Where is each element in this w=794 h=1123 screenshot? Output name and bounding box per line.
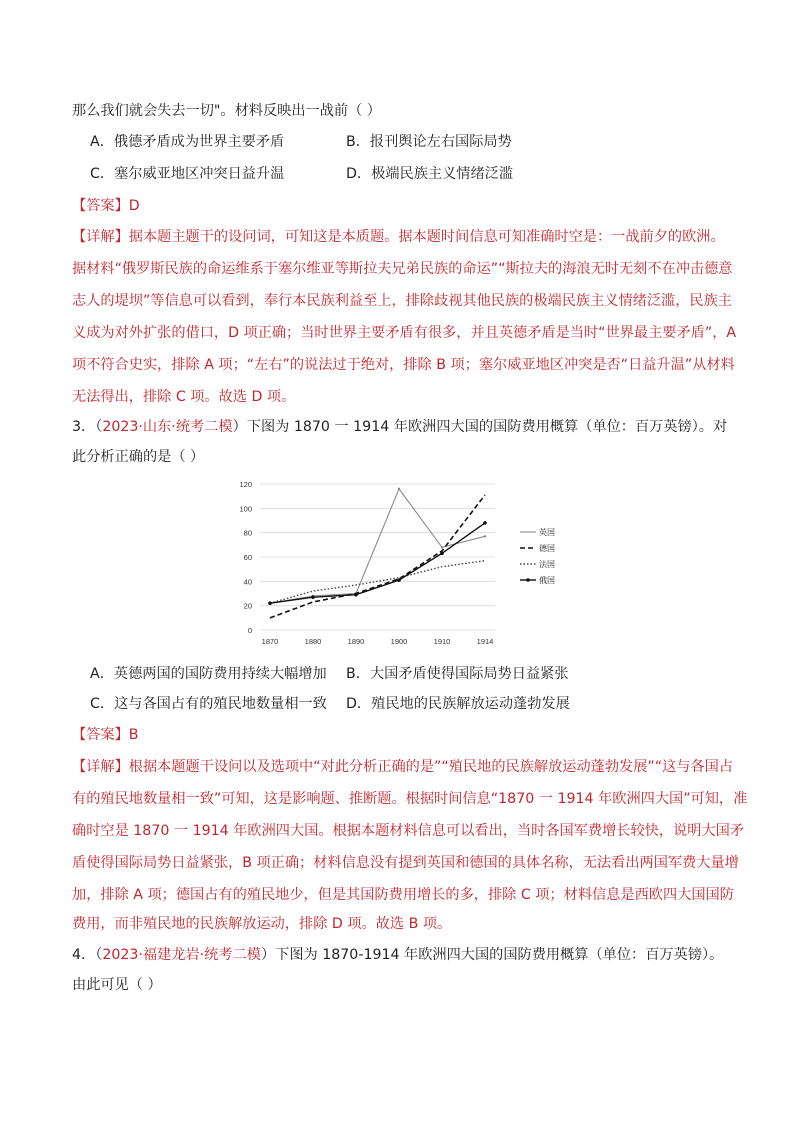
y-tick-label: 60 (243, 553, 252, 562)
data-point (484, 535, 486, 537)
q3-option-c: C．这与各国占有的殖民地数量相一致 (90, 696, 327, 712)
y-tick-label: 120 (239, 480, 252, 489)
x-tick-label: 1910 (433, 637, 451, 646)
q2-detail-line-1: 【详解】据本题主题干的设问词，可知这是本质题。据本题时间信息可知准确时空是：一战前夕的欧洲。 (72, 229, 725, 245)
q2-option-a: A．俄德矛盾成为世界主要矛盾 (90, 134, 285, 150)
data-point (398, 488, 400, 490)
q3-stem-line-1: 3．（2023·山东·统考二模）下图为 1870 一 1914 年欧洲四大国的国防费用概算（单位：百万英镑）。对 (72, 419, 728, 435)
x-tick-label: 1880 (304, 637, 322, 646)
data-point (483, 521, 487, 525)
q3-option-d: D．殖民地的民族解放运动蓬勃发展 (346, 696, 570, 712)
data-point (354, 593, 358, 597)
q3-detail-line-6: 费用，而非殖民地的民族解放运动，排除 D 项。故选 B 项。 (72, 916, 452, 932)
q3-detail-line-3: 确时空是 1870 一 1914 年欧洲四大国。根据本题材料信息可以看出，当时各国军费增长较快，说明大国矛 (72, 823, 744, 839)
data-point (311, 595, 315, 599)
q3-option-b: B．大国矛盾使得国际局势日益紧张 (346, 666, 569, 682)
q2-detail-line-2: 据材料“俄罗斯民族的命运维系于塞尔维亚等斯拉夫兄弟民族的命运”“斯拉夫的海浪无时无刻不在冲击德意 (72, 261, 733, 277)
series-line-3 (270, 561, 485, 604)
defense-spending-line-chart (230, 472, 570, 652)
q2-detail-line-5: 项不符合史实，排除 A 项；“左右”的说法过于绝对，排除 B 项；塞尔威亚地区冲突是否“日益升温”从材料 (72, 357, 735, 373)
y-tick-label: 0 (247, 626, 252, 635)
y-tick-label: 100 (239, 504, 252, 514)
q2-answer: 【答案】D (72, 198, 140, 214)
q3-detail-line-2: 有的殖民地数量相一致”可知，这是影响题、推断题。根据时间信息“1870 一 1914 年欧洲四大国”可知，准 (72, 791, 748, 807)
legend-label: 俄国 (539, 576, 555, 585)
q2-detail-line-6: 无法得出，排除 C 项。故选 D 项。 (72, 389, 296, 405)
x-tick-label: 1914 (476, 637, 494, 646)
x-tick-label: 1900 (390, 637, 408, 646)
y-tick-label: 80 (243, 528, 252, 538)
legend-marker (526, 578, 530, 582)
q2-option-c: C．塞尔威亚地区冲突日益升温 (90, 166, 285, 182)
q2-stem-end: 那么我们就会失去一切"。材料反映出一战前（ ） (72, 103, 381, 119)
data-point (268, 601, 272, 605)
legend-label: 德国 (539, 544, 555, 553)
data-point (441, 546, 443, 548)
q3-answer: 【答案】B (72, 727, 139, 743)
q3-detail-line-5: 加，排除 A 项；德国占有的殖民地少，但是其国防费用增长的多，排除 C 项；材料信息是西欧四大国国防 (72, 887, 734, 903)
legend-label: 法国 (539, 560, 555, 569)
q3-option-a: A．英德两国的国防费用持续大幅增加 (90, 666, 327, 682)
data-point (397, 578, 401, 582)
y-tick-label: 40 (243, 577, 252, 587)
q2-detail-line-3: 志人的堤坝”等信息可以看到，奉行本民族利益至上，排除歧视其他民族的极端民族主义情绪泛滥，民族主 (72, 293, 732, 309)
q2-detail-line-4: 义成为对外扩张的借口，D 项正确；当时世界主要矛盾有很多，并且英德矛盾是当时“世界最主要矛盾”，A (72, 325, 737, 341)
series-line-2 (270, 495, 485, 618)
q3-stem-line-2: 此分析正确的是（ ） (72, 449, 205, 465)
series-line-4 (270, 523, 485, 603)
data-point (440, 552, 444, 556)
q3-detail-line-4: 盾使得国际局势日益紧张，B 项正确；材料信息没有提到英国和德国的具体名称，无法看出两国军费大量增 (72, 855, 739, 871)
y-tick-label: 20 (243, 601, 252, 611)
q2-option-b: B．报刊舆论左右国际局势 (346, 134, 512, 150)
q2-option-d: D．极端民族主义情绪泛滥 (346, 166, 514, 182)
legend-label: 英国 (539, 528, 555, 537)
q4-stem-line-2: 由此可见（ ） (72, 977, 162, 993)
x-tick-label: 1870 (261, 637, 279, 646)
q3-detail-line-1: 【详解】根据本题题干设问以及选项中“对此分析正确的是”“殖民地的民族解放运动蓬勃发展”“这与各国占 (72, 759, 734, 775)
x-tick-label: 1890 (347, 637, 365, 646)
q4-stem-line-1: 4．（2023·福建龙岩·统考二模）下图为 1870-1914 年欧洲四大国的国防费用概算（单位：百万英镑）。 (72, 947, 724, 963)
